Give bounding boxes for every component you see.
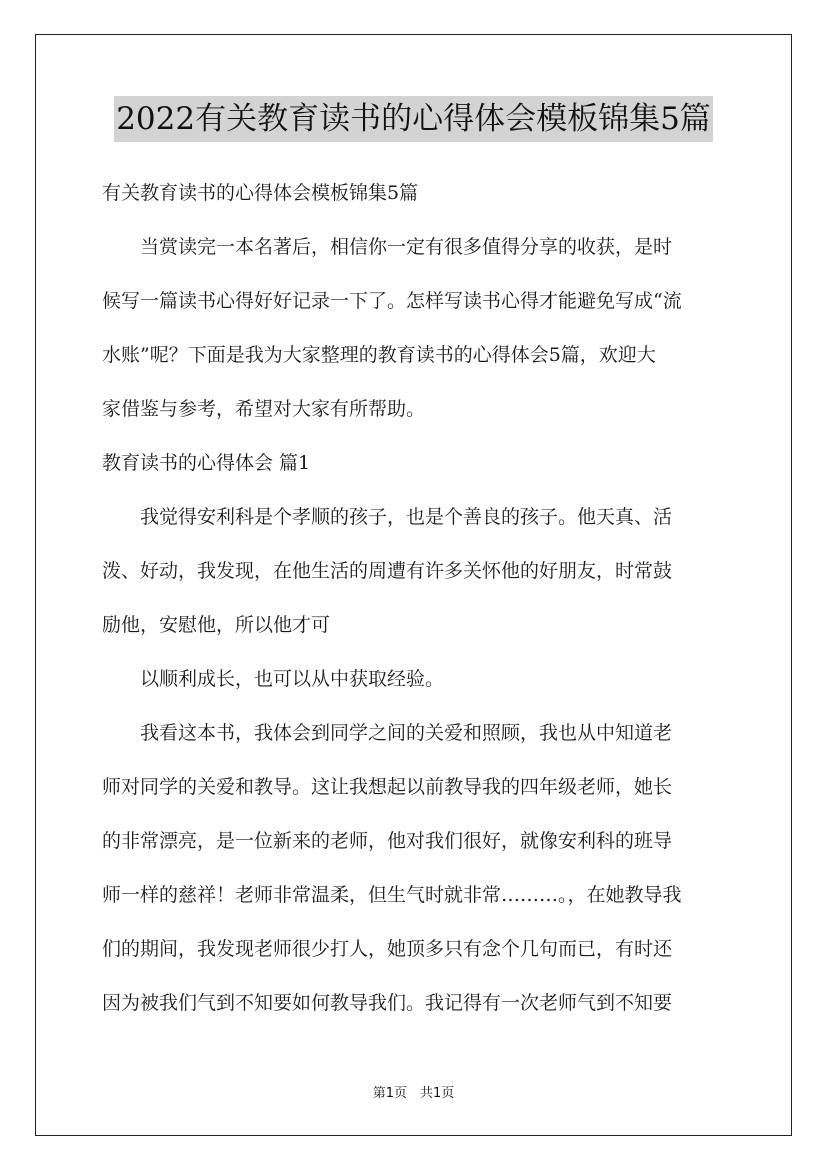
body-line: 候写一篇读书心得好好记录一下了。怎样写读书心得才能避免写成“流 [102, 290, 682, 312]
body-line: 师一样的慈祥！老师非常温柔，但生气时就非常………。，在她教导我 [102, 884, 682, 906]
page-footer: 第1页 共1页 [372, 1086, 455, 1101]
document-title: 2022有关教育读书的心得体会模板锦集5篇 [114, 96, 713, 142]
subtitle-line: 有关教育读书的心得体会模板锦集5篇 [102, 182, 419, 204]
title-container [0, 96, 827, 142]
section-heading: 教育读书的心得体会 篇1 [102, 452, 311, 474]
body-line: 当赏读完一本名著后，相信你一定有很多值得分享的收获，是时 [102, 236, 673, 258]
body-line: 励他，安慰他，所以他才可 [102, 614, 331, 636]
body-line: 因为被我们气到不知要如何教导我们。我记得有一次老师气到不知要 [102, 992, 673, 1014]
body-line: 泼、好动，我发现，在他生活的周遭有许多关怀他的好朋友，时常鼓 [102, 560, 673, 582]
body-line: 的非常漂亮，是一位新来的老师，他对我们很好，就像安利科的班导 [102, 830, 673, 852]
body-line: 师对同学的关爱和教导。这让我想起以前教导我的四年级老师，她长 [102, 776, 673, 798]
body-line: 以顺利成长，也可以从中获取经验。 [102, 668, 445, 690]
body-line: 们的期间，我发现老师很少打人，她顶多只有念个几句而已，有时还 [102, 938, 673, 960]
document-body [102, 166, 727, 1030]
body-line: 我看这本书，我体会到同学之间的关爱和照顾，我也从中知道老 [102, 722, 673, 744]
body-line: 水账”呢？下面是我为大家整理的教育读书的心得体会5篇，欢迎大 [102, 344, 656, 366]
body-line: 我觉得安利科是个孝顺的孩子，也是个善良的孩子。他天真、活 [102, 506, 673, 528]
body-line: 家借鉴与参考，希望对大家有所帮助。 [102, 398, 426, 420]
